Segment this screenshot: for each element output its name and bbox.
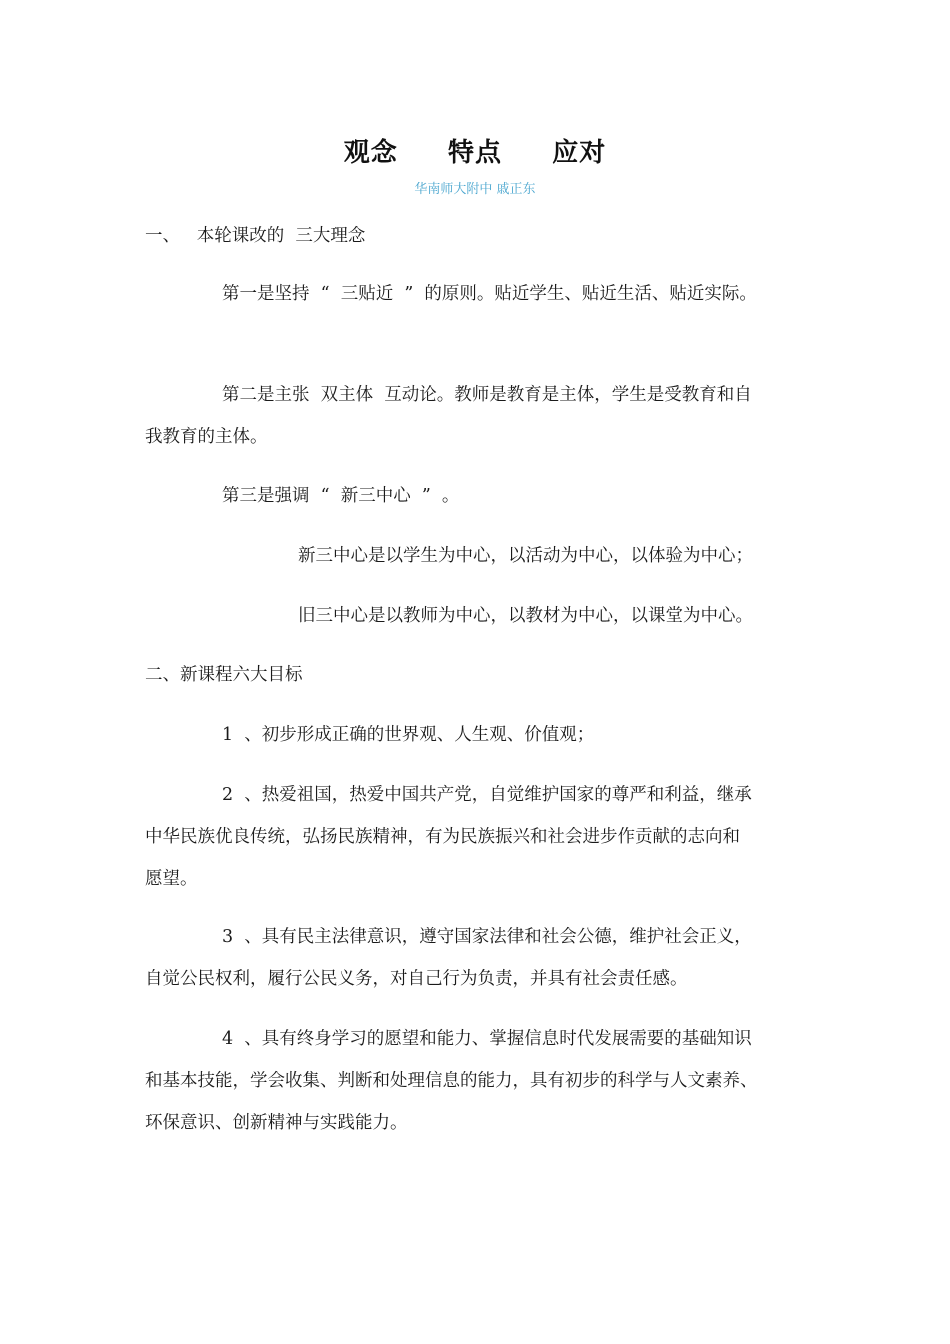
- list-item-line: 环保意识、创新精神与实践能力。: [145, 1113, 408, 1133]
- list-item-line: 自觉公民权利，履行公民义务，对自己行为负责，并具有社会责任感。: [145, 969, 688, 989]
- paragraph-line: 旧三中心是以教师为中心，以教材为中心，以课堂为中心。: [298, 606, 753, 626]
- list-item-line: 4 、具有终身学习的愿望和能力、掌握信息时代发展需要的基础知识: [222, 1029, 752, 1049]
- list-item-line: 愿望。: [145, 869, 198, 889]
- section-heading-1: 一、 本轮课改的 三大理念: [145, 226, 366, 246]
- document-author: 华南师大附中 戚正东: [414, 182, 536, 197]
- paragraph-line: 第二是主张 双主体 互动论。教师是教育是主体，学生是受教育和自: [222, 385, 752, 405]
- paragraph-line: 新三中心是以学生为中心，以活动为中心，以体验为中心；: [298, 546, 753, 566]
- list-item-line: 和基本技能，学会收集、判断和处理信息的能力，具有初步的科学与人文素养、: [145, 1071, 758, 1091]
- paragraph-line: 第一是坚持 “ 三贴近 ” 的原则。贴近学生、贴近生活、贴近实际。: [222, 284, 757, 304]
- paragraph-line: 我教育的主体。: [145, 427, 268, 447]
- list-item-line: 1 、初步形成正确的世界观、人生观、价值观；: [222, 725, 595, 745]
- list-item-line: 2 、热爱祖国，热爱中国共产党，自觉维护国家的尊严和利益，继承: [222, 785, 752, 805]
- paragraph-line: 第三是强调 “ 新三中心 ” 。: [222, 486, 460, 506]
- section-heading-2: 二、新课程六大目标: [145, 665, 303, 685]
- list-item-line: 中华民族优良传统，弘扬民族精神，有为民族振兴和社会进步作贡献的志向和: [145, 827, 740, 847]
- document-title: 观念 特点 应对: [343, 138, 607, 168]
- list-item-line: 3 、具有民主法律意识，遵守国家法律和社会公德，维护社会正义，: [222, 927, 752, 947]
